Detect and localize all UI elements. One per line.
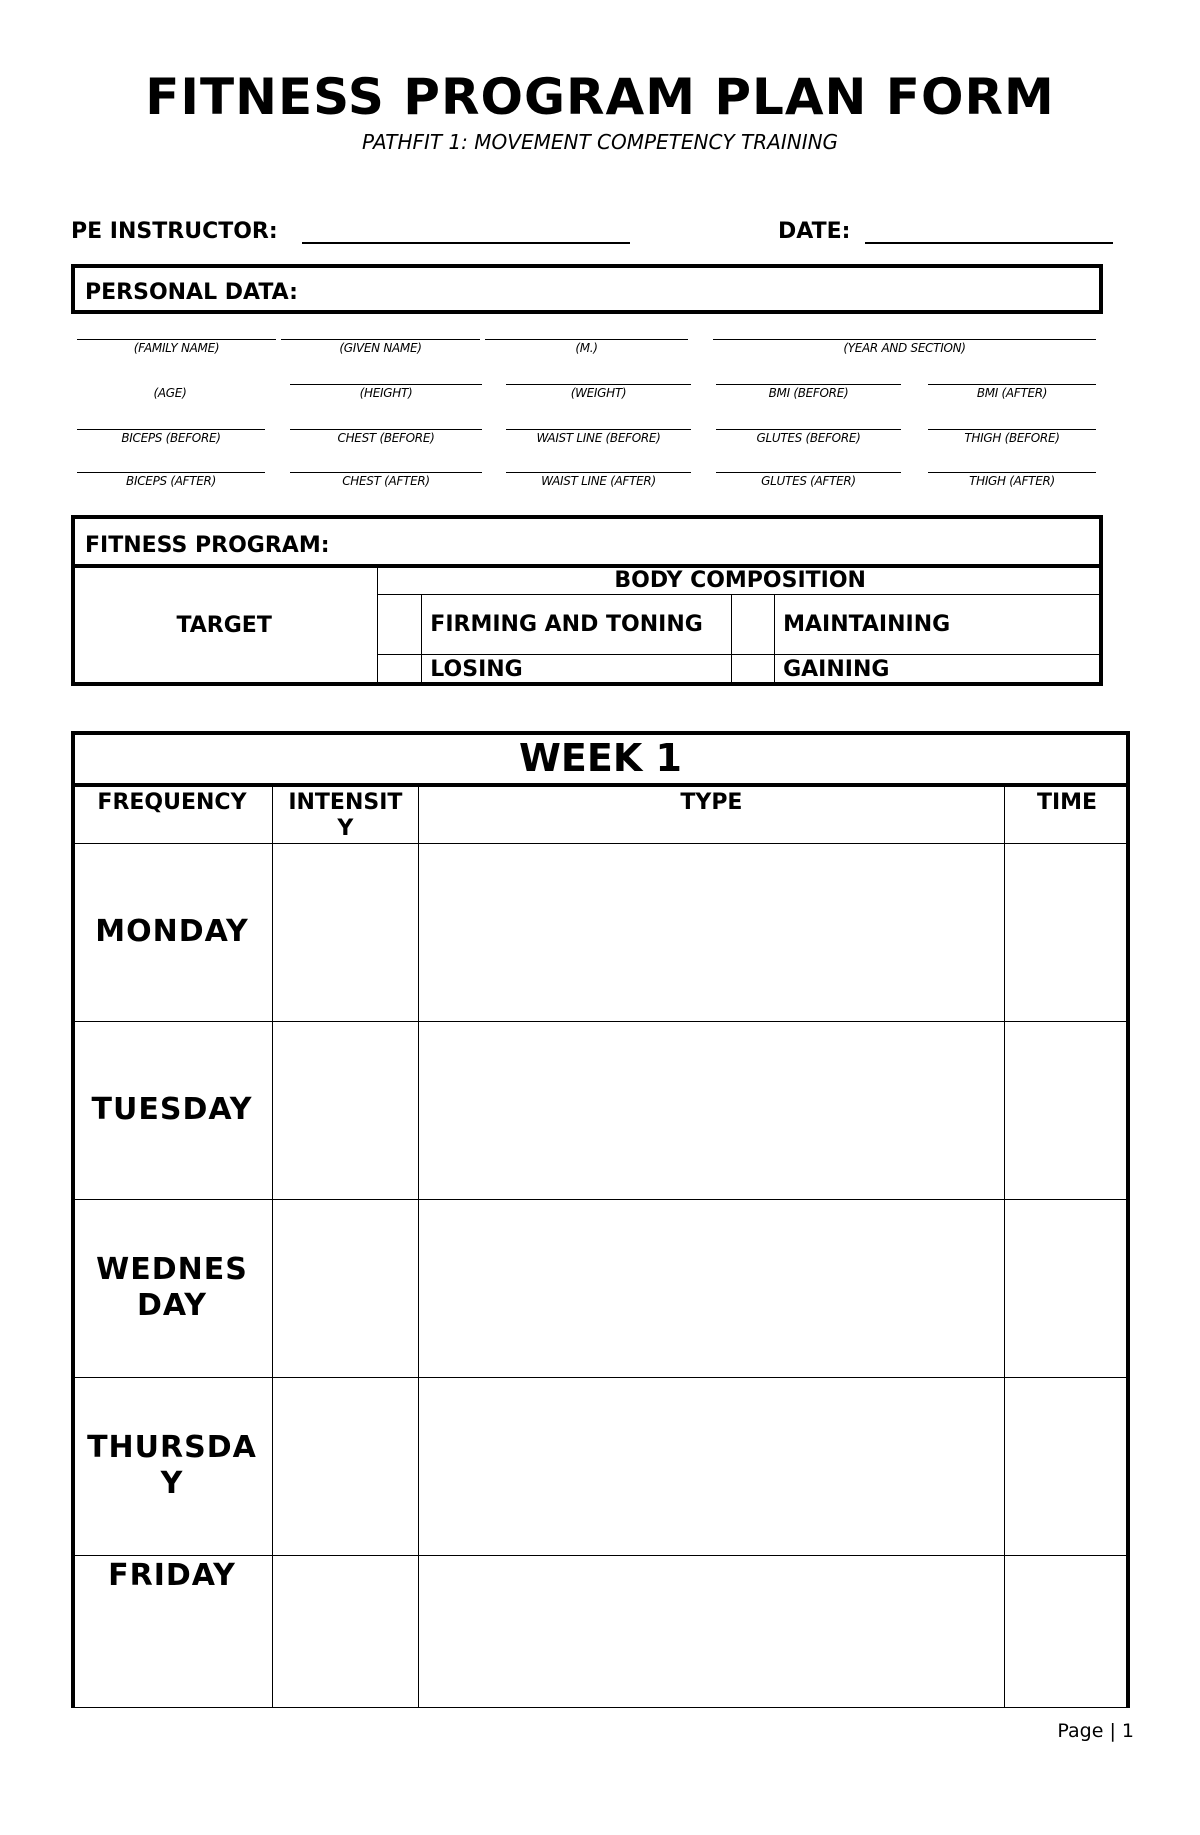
form-title: FITNESS PROGRAM PLAN FORM <box>145 68 1055 126</box>
wednesday-intensity-cell[interactable] <box>272 1199 418 1377</box>
date-label: DATE: <box>778 219 851 244</box>
bmi-before-caption: BMI (BEFORE) <box>768 386 849 400</box>
bmi-before-field[interactable] <box>716 384 901 385</box>
monday-type-cell[interactable] <box>418 843 1004 1021</box>
body-composition-header: BODY COMPOSITION <box>378 567 1103 595</box>
target-table <box>71 566 1103 685</box>
fitness-program-box <box>71 515 1103 568</box>
thigh-before-field[interactable] <box>928 429 1096 430</box>
target-label: TARGET <box>71 567 378 685</box>
biceps-before-field[interactable] <box>77 429 265 430</box>
wednesday-time-cell[interactable] <box>1005 1199 1130 1377</box>
week-table <box>71 731 1130 1708</box>
fitness-program-label: FITNESS PROGRAM: <box>85 533 330 558</box>
chest-before-field[interactable] <box>290 429 482 430</box>
monday-label: MONDAY <box>72 843 273 1021</box>
glutes-before-caption: GLUTES (BEFORE) <box>756 431 861 445</box>
thigh-after-field[interactable] <box>928 472 1096 473</box>
biceps-before-caption: BICEPS (BEFORE) <box>121 431 221 445</box>
tuesday-time-cell[interactable] <box>1005 1021 1130 1199</box>
waist-after-caption: WAIST LINE (AFTER) <box>541 474 656 488</box>
middle-initial-field[interactable] <box>485 339 688 340</box>
wednesday-type-cell[interactable] <box>418 1199 1004 1377</box>
waist-before-field[interactable] <box>506 429 691 430</box>
chest-after-caption: CHEST (AFTER) <box>342 474 430 488</box>
tuesday-intensity-cell[interactable] <box>272 1021 418 1199</box>
maintaining-option: MAINTAINING <box>775 595 1103 655</box>
glutes-before-field[interactable] <box>716 429 901 430</box>
friday-label: FRIDAY <box>72 1555 273 1707</box>
bmi-after-field[interactable] <box>928 384 1096 385</box>
weight-caption: (WEIGHT) <box>570 386 627 400</box>
friday-row <box>72 1555 1130 1707</box>
monday-time-cell[interactable] <box>1005 843 1130 1021</box>
bmi-after-caption: BMI (AFTER) <box>976 386 1048 400</box>
chest-after-field[interactable] <box>290 472 482 473</box>
tuesday-label: TUESDAY <box>72 1021 273 1199</box>
instructor-field[interactable] <box>302 242 630 244</box>
tuesday-row <box>72 1021 1130 1199</box>
firming-option: FIRMING AND TONING <box>422 595 732 655</box>
personal-data-label: PERSONAL DATA: <box>85 280 298 305</box>
thursday-intensity-cell[interactable] <box>272 1377 418 1555</box>
biceps-after-field[interactable] <box>77 472 265 473</box>
thigh-before-caption: THIGH (BEFORE) <box>964 431 1060 445</box>
given-name-field[interactable] <box>281 339 480 340</box>
waist-before-caption: WAIST LINE (BEFORE) <box>536 431 661 445</box>
given-name-caption: (GIVEN NAME) <box>339 341 422 355</box>
thursday-time-cell[interactable] <box>1005 1377 1130 1555</box>
friday-time-cell[interactable] <box>1005 1555 1130 1707</box>
monday-row <box>72 843 1130 1021</box>
middle-initial-caption: (M.) <box>575 341 598 355</box>
glutes-after-field[interactable] <box>716 472 901 473</box>
age-caption: (AGE) <box>153 386 187 400</box>
maintaining-checkbox[interactable] <box>732 595 775 655</box>
height-caption: (HEIGHT) <box>359 386 413 400</box>
week-title: WEEK 1 <box>519 735 682 780</box>
gaining-option: GAINING <box>775 655 1103 685</box>
thursday-label: THURSDAY <box>72 1377 273 1555</box>
thursday-type-cell[interactable] <box>418 1377 1004 1555</box>
monday-intensity-cell[interactable] <box>272 843 418 1021</box>
personal-data-box <box>71 264 1103 314</box>
family-name-field[interactable] <box>77 339 276 340</box>
wednesday-label: WEDNESDAY <box>72 1199 273 1377</box>
year-section-field[interactable] <box>713 339 1096 340</box>
intensity-header: INTENSITY <box>272 785 418 843</box>
losing-checkbox[interactable] <box>378 655 422 685</box>
tuesday-type-cell[interactable] <box>418 1021 1004 1199</box>
date-field[interactable] <box>865 242 1113 244</box>
biceps-after-caption: BICEPS (AFTER) <box>126 474 216 488</box>
firming-checkbox[interactable] <box>378 595 422 655</box>
frequency-header: FREQUENCY <box>72 785 273 843</box>
height-field[interactable] <box>290 384 482 385</box>
glutes-after-caption: GLUTES (AFTER) <box>761 474 856 488</box>
type-header: TYPE <box>418 785 1004 843</box>
thigh-after-caption: THIGH (AFTER) <box>969 474 1055 488</box>
friday-type-cell[interactable] <box>418 1555 1004 1707</box>
form-subtitle: PATHFIT 1: MOVEMENT COMPETENCY TRAINING <box>361 130 839 154</box>
thursday-row <box>72 1377 1130 1555</box>
wednesday-row <box>72 1199 1130 1377</box>
instructor-label: PE INSTRUCTOR: <box>71 219 278 244</box>
page-number: Page | 1 <box>1057 1720 1134 1742</box>
losing-option: LOSING <box>422 655 732 685</box>
year-section-caption: (YEAR AND SECTION) <box>843 341 966 355</box>
gaining-checkbox[interactable] <box>732 655 775 685</box>
waist-after-field[interactable] <box>506 472 691 473</box>
chest-before-caption: CHEST (BEFORE) <box>337 431 435 445</box>
weight-field[interactable] <box>506 384 691 385</box>
friday-intensity-cell[interactable] <box>272 1555 418 1707</box>
time-header: TIME <box>1005 785 1130 843</box>
family-name-caption: (FAMILY NAME) <box>133 341 220 355</box>
